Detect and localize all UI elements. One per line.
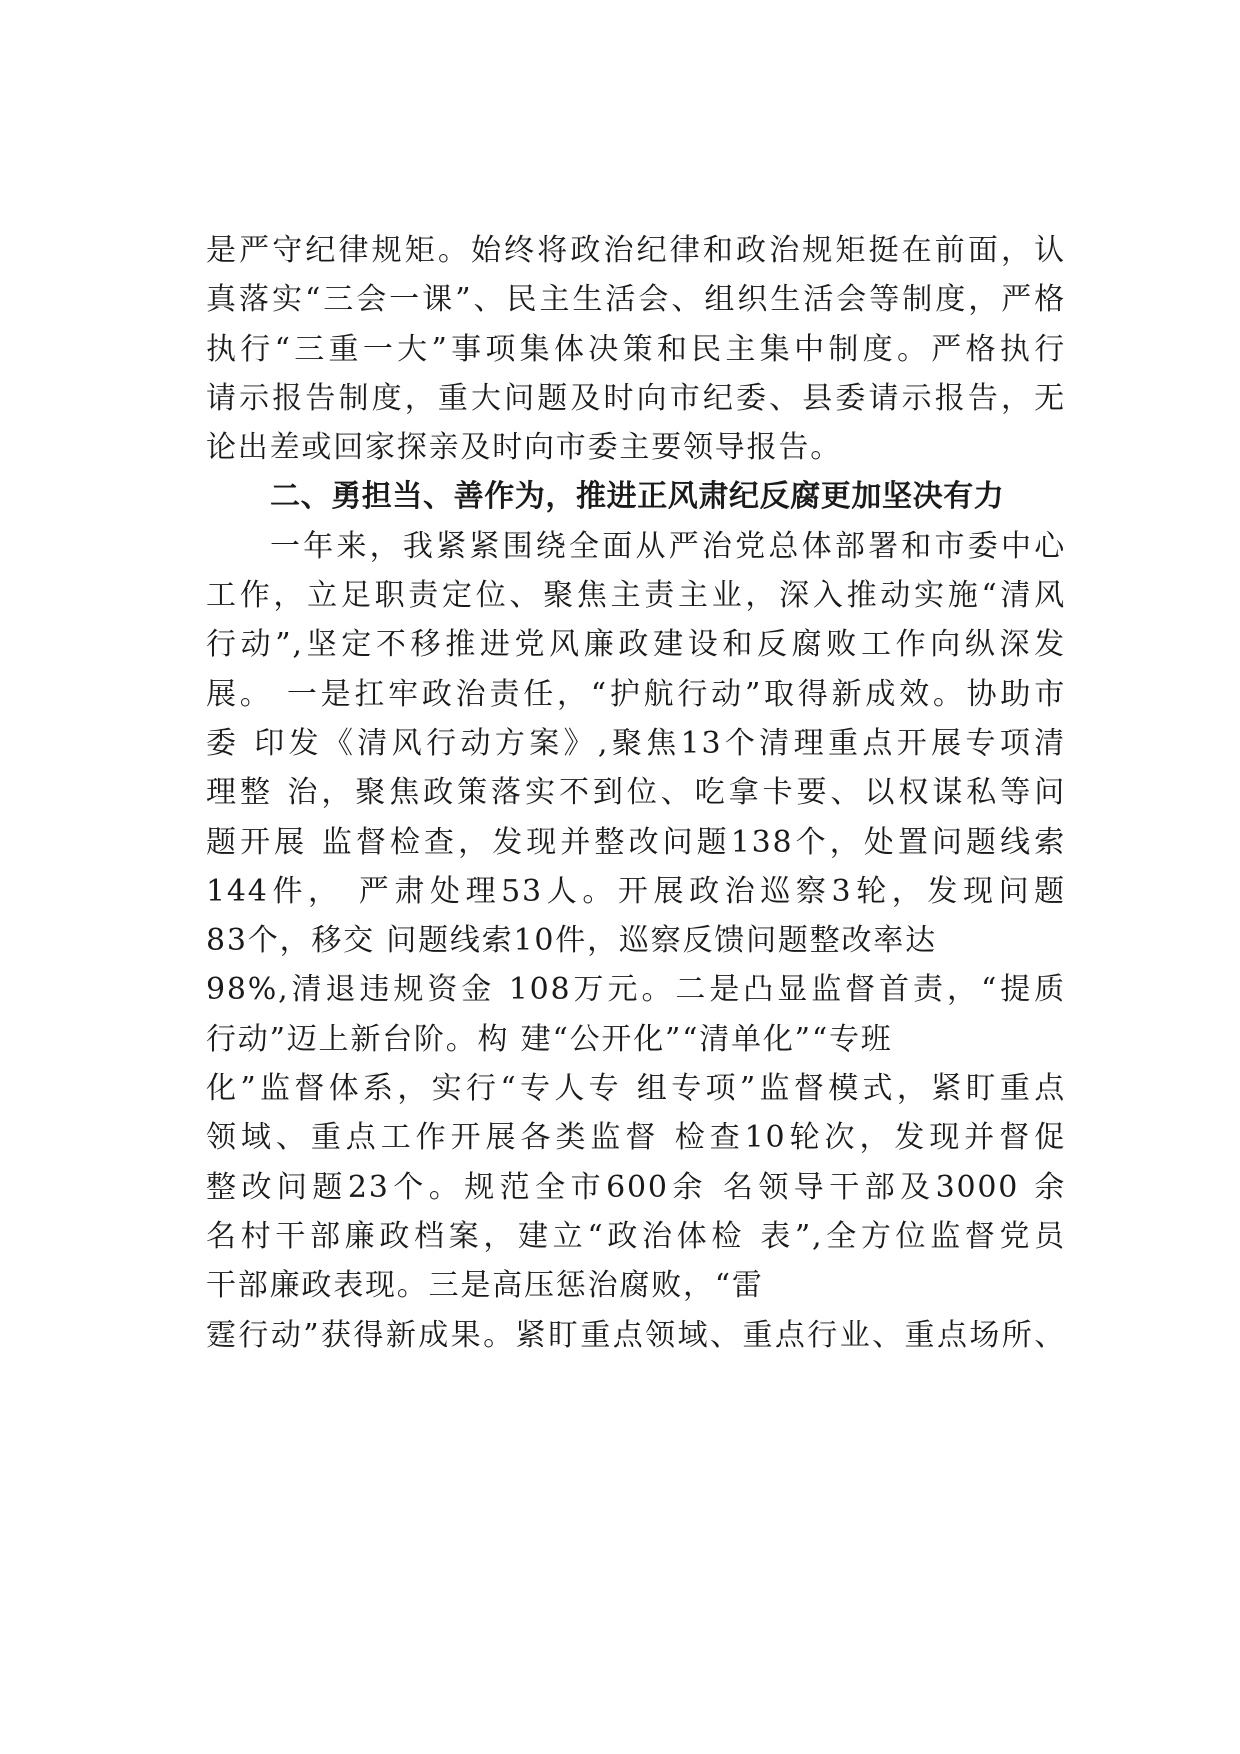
body-line: 整改问题23个。规范全市600余 名领导干部及3000 余 [206,1169,1066,1205]
body-line: 领域、重点工作开展各类监督 检查10轮次，发现并督促 [206,1120,1066,1156]
body-line: 144件， 严肃处理53人。开展政治巡察3轮，发现问题 [206,873,1066,909]
body-line: 化”监督体系，实行“专人专 组专项”监督模式，紧盯重点 [206,1071,1066,1107]
body-line: 名村干部廉政档案，建立“政治体检 表”,全方位监督党员 [206,1218,1066,1254]
body-line: 行动”迈上新台阶。构 建“公开化”“清单化”“专班 [206,1021,893,1057]
section-heading: 二、勇担当、善作为，推进正风肃纪反腐更加坚决有力 [270,479,1005,515]
document-body [206,226,1066,1360]
body-line: 是严守纪律规矩。始终将政治纪律和政治规矩挺在前面，认 [206,233,1066,268]
body-line: 执行“三重一大”事项集体决策和民主集中制度。严格执行 [206,331,1066,367]
body-line: 98%,清退违规资金 108万元。二是凸显监督首责，“提质 [206,972,1066,1008]
body-line: 干部廉政表现。三是高压惩治腐败，“雷 [206,1268,764,1304]
body-line: 题开展 监督检查，发现并整改问题138个，处置问题线索 [206,824,1066,860]
body-line: 工作，立足职责定位、聚焦主责主业，深入推动实施“清风 [206,578,1066,614]
body-line: 论出差或回家探亲及时向市委主要领导报告。 [206,430,842,466]
body-line: 委 印发《清风行动方案》,聚焦13个清理重点开展专项清 [206,725,1066,761]
body-line: 一年来，我紧紧围绕全面从严治党总体部署和市委中心 [270,528,1066,564]
body-line: 霆行动”获得新成果。紧盯重点领域、重点行业、重点场所、 [206,1317,1066,1353]
body-line: 展。 一是扛牢政治责任，“护航行动”取得新成效。协助市 [206,676,1066,712]
body-line: 83个，移交 问题线索10件，巡察反馈问题整改率达 [206,923,937,959]
body-line: 理整 治，聚焦政策落实不到位、吃拿卡要、以权谋私等问 [206,775,1066,811]
body-line: 请示报告制度，重大问题及时向市纪委、县委请示报告，无 [206,380,1066,416]
body-line: 行动”,坚定不移推进党风廉政建设和反腐败工作向纵深发 [206,627,1066,663]
body-line: 真落实“三会一课”、民主生活会、组织生活会等制度，严格 [206,282,1066,318]
